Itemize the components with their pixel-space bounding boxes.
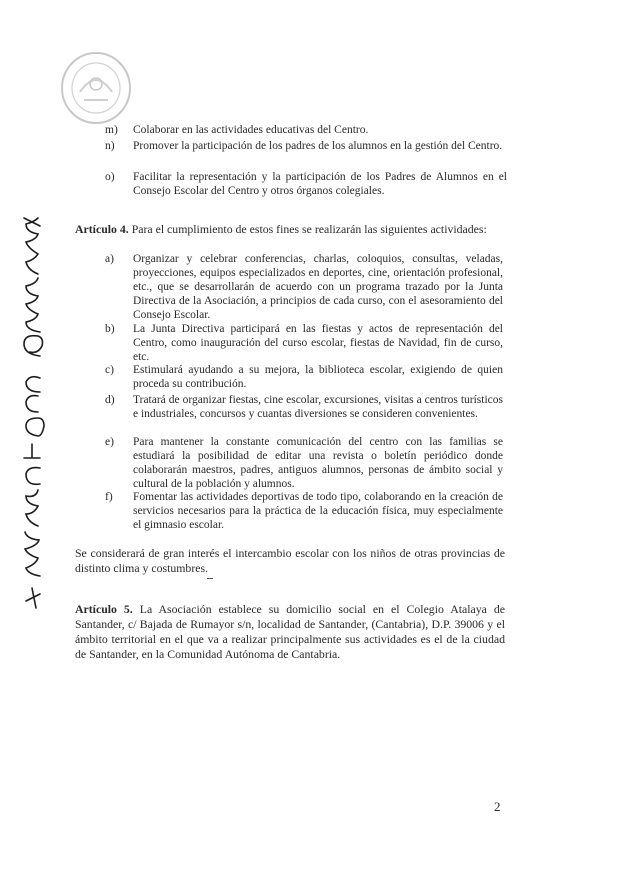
list-marker: a) [105,253,114,265]
list-item [105,252,503,322]
list-item [105,393,503,421]
list-item [105,139,507,153]
scan-mark [207,578,213,579]
list-marker: c) [105,364,114,376]
list-item-text: Estimulará ayudando a su mejora, la biblioteca escolar, exigiendo de quien proceda su contribución. [133,364,503,390]
article-4-label: Artículo 4. [75,222,129,236]
list-marker: e) [105,436,114,448]
article-4-heading [75,222,515,237]
list-marker: d) [105,394,115,406]
article-4-closing: Se considerará de gran interés el intercambio escolar con los niños de otras provincias de distinto clima y costumbres. [75,546,505,575]
list-item-text: La Junta Directiva participará en las fiestas y actos de representación del Centro, como inauguración del curso escolar, fiestas de Navidad, fin de curso, etc. [133,323,503,363]
list-marker: m) [105,124,118,136]
list-item-text: Para mantener la constante comunicación del centro con las familias se estudiará la posibilidad de editar una revista o boletín periódico donde colaborarán maestros, padres, antiguos alumnos, personas de ámbito social y cultural de la población y alumnos. [133,436,503,490]
list-item-text: Fomentar las actividades deportivas de todo tipo, colaborando en la creación de servicios necesarios para la práctica de la educación física, muy especialmente el gimnasio escolar. [133,491,503,531]
stamp-seal-icon [58,48,136,128]
handwritten-signature-icon [0,196,62,616]
article-5-paragraph [75,602,505,662]
article-5-label: Artículo 5. [75,602,133,616]
list-item [105,490,503,532]
list-item-text: Colaborar en las actividades educativas del Centro. [133,124,369,136]
list-marker: o) [105,171,115,183]
list-item-text: Promover la participación de los padres de los alumnos en la gestión del Centro. [133,140,503,152]
list-marker: f) [105,491,113,503]
list-item [105,322,503,364]
list-item [105,170,507,198]
list-marker: b) [105,323,115,335]
list-item-text: Organizar y celebrar conferencias, charlas, coloquios, consultas, veladas, proyecciones, equipos especializados en deportes, cine, orientación profesional, etc., que se desarrollarán de acuerdo con un programa trazado por la Junta Directiva de la Asociación, a principios de cada curso, con el asesoramiento del Consejo Escolar. [133,253,503,321]
list-item [105,435,503,491]
page-number: 2 [494,799,501,814]
article-5-text: La Asociación establece su domicilio social en el Colegio Atalaya de Santander, c/ Bajada de Rumayor s/n, localidad de Santander, (Cantabria), D.P. 39006 y el ámbito territorial en el que va a realizar principalmente sus actividades es el de la ciudad de Santander, en la Comunidad Autónoma de Cantabria. [75,602,506,661]
list-item-text: Tratará de organizar fiestas, cine escolar, excursiones, visitas a centros turísticos e industriales, concursos y cuantas diversiones se consideren convenientes. [133,394,503,420]
list-marker: n) [105,140,115,152]
list-item [105,363,503,391]
list-item [105,123,507,137]
list-item-text: Facilitar la representación y la participación de los Padres de Alumnos en el Consejo Escolar del Centro y otros órganos colegiales. [133,171,507,197]
article-4-intro: Para el cumplimiento de estos fines se realizarán las siguientes actividades: [131,222,487,236]
